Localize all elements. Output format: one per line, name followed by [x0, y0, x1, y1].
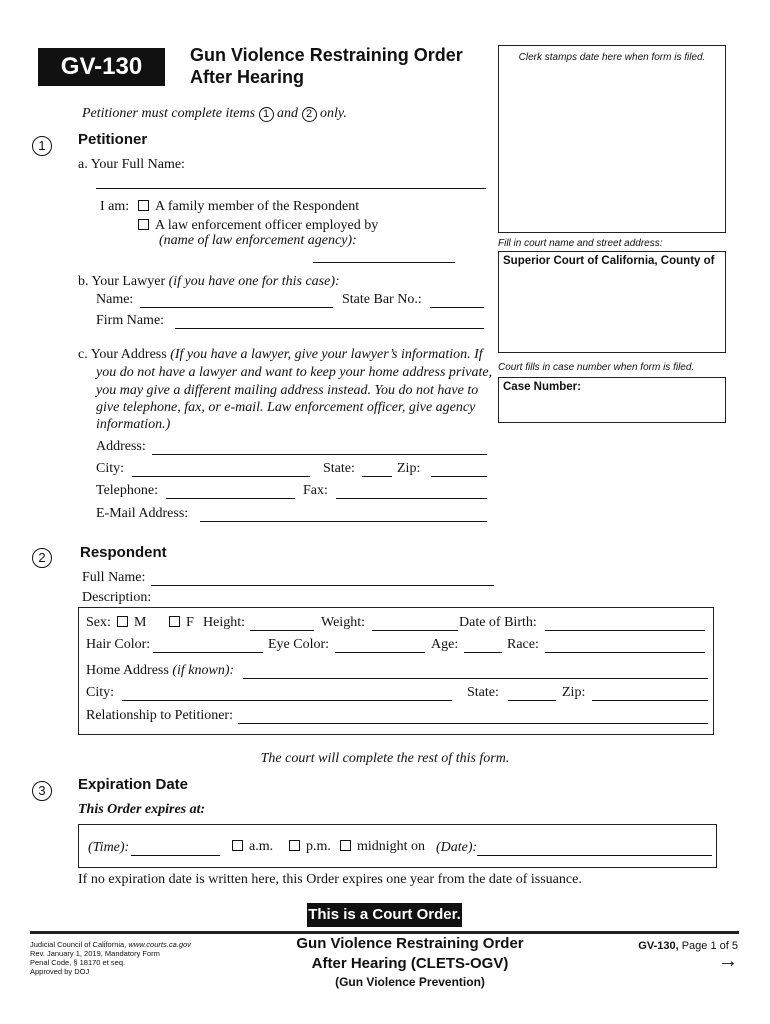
case-label: Court fills in case number when form is filed.: [498, 362, 695, 373]
home-text: Home Address: [86, 663, 169, 678]
page-number: Page 1 of 5: [681, 940, 738, 952]
court-order-banner: This is a Court Order.: [307, 903, 462, 927]
checkbox[interactable]: [169, 616, 180, 627]
footer-link[interactable]: www.courts.ca.gov: [128, 940, 191, 949]
resp-name-label: Full Name:: [82, 570, 146, 585]
lawyer-name-label: Name:: [96, 292, 134, 307]
address-label: [78, 347, 483, 363]
hair-label: Hair Color:: [86, 637, 151, 652]
checkbox[interactable]: [289, 840, 300, 851]
full-name-field[interactable]: [96, 188, 486, 189]
court-note: The court will complete the rest of this form.: [260, 751, 510, 766]
dob-field[interactable]: [545, 630, 705, 631]
zip-field[interactable]: [431, 476, 487, 477]
midnight-option[interactable]: [340, 839, 425, 855]
footer-meta: [30, 940, 191, 976]
race-field[interactable]: [545, 652, 705, 653]
resp-state-field[interactable]: [508, 700, 556, 701]
address-hint: you do not have a lawyer and want to keep your home address private,: [96, 365, 493, 380]
section-3-title: Expiration Date: [78, 776, 189, 793]
resp-state-label: State:: [467, 685, 499, 700]
date-label: (Date):: [436, 840, 478, 855]
city-field[interactable]: [132, 476, 310, 477]
date-field[interactable]: [477, 855, 712, 856]
checkbox[interactable]: [340, 840, 351, 851]
email-label: E-Mail Address:: [96, 506, 189, 521]
footer-form-id: GV-130,: [638, 940, 679, 952]
age-field[interactable]: [464, 652, 502, 653]
footer-rule: [30, 931, 739, 934]
next-page-arrow-icon[interactable]: →: [718, 950, 738, 972]
clerk-stamp-box: [498, 45, 726, 233]
item-1-marker: 1: [259, 107, 274, 122]
lawyer-label: [78, 274, 340, 290]
i-am-label: I am:: [100, 199, 130, 214]
section-1-title: Petitioner: [78, 131, 148, 148]
section-2-title: Respondent: [80, 544, 167, 561]
option-label: midnight on: [357, 839, 426, 854]
option-label: A family member of the Respondent: [155, 199, 360, 214]
state-bar-field[interactable]: [430, 307, 484, 308]
full-name-label: a. Your Full Name:: [78, 157, 185, 172]
firm-name-label: Firm Name:: [96, 313, 165, 328]
home-address-label: [86, 663, 234, 679]
checkbox[interactable]: [138, 200, 149, 211]
zip-label: Zip:: [397, 461, 421, 476]
sex-label: Sex:: [86, 615, 111, 630]
form-id-badge: GV-130: [38, 48, 165, 86]
telephone-label: Telephone:: [96, 483, 158, 498]
state-bar-label: State Bar No.:: [342, 292, 422, 307]
clerk-note: Clerk stamps date here when form is filed.: [518, 52, 706, 63]
relationship-label: Relationship to Petitioner:: [86, 708, 233, 723]
option-label: F: [186, 615, 194, 630]
expires-label: This Order expires at:: [78, 802, 206, 817]
footer-title-2: After Hearing (CLETS-OGV): [311, 955, 509, 972]
weight-field[interactable]: [372, 630, 458, 631]
instr-and: and: [277, 106, 299, 121]
hair-field[interactable]: [153, 652, 263, 653]
pm-option[interactable]: [289, 839, 331, 855]
agency-label: (name of law enforcement agency):: [159, 233, 357, 248]
street-label: Address:: [96, 439, 146, 454]
state-field[interactable]: [362, 476, 392, 477]
street-field[interactable]: [152, 454, 487, 455]
firm-name-field[interactable]: [175, 328, 484, 329]
section-3-marker: 3: [32, 781, 52, 801]
lawyer-text: b. Your Lawyer: [78, 274, 166, 289]
dob-label: Date of Birth:: [459, 615, 537, 630]
address-hint: you may give a different mailing address instead. You do not have to: [96, 383, 479, 398]
telephone-field[interactable]: [166, 498, 295, 499]
am-option[interactable]: [232, 839, 273, 855]
time-label: (Time):: [88, 840, 130, 855]
city-label: City:: [96, 461, 125, 476]
instructions: [82, 106, 347, 122]
resp-name-field[interactable]: [151, 585, 494, 586]
resp-city-label: City:: [86, 685, 115, 700]
state-label: State:: [323, 461, 355, 476]
section-2-marker: 2: [32, 548, 52, 568]
race-label: Race:: [507, 637, 539, 652]
weight-label: Weight:: [321, 615, 365, 630]
age-label: Age:: [431, 637, 459, 652]
case-number-label: Case Number:: [503, 381, 581, 393]
law-enforcement-option[interactable]: [138, 218, 378, 234]
agency-field[interactable]: [313, 262, 455, 263]
instr-post: only.: [320, 106, 347, 121]
checkbox[interactable]: [117, 616, 128, 627]
option-label: A law enforcement officer employed by: [155, 218, 379, 233]
address-hint: give telephone, fax, or e-mail. Law enforcement officer, give agency: [96, 400, 476, 415]
footer-approved: Approved by DOJ: [30, 967, 90, 976]
home-hint: (if known):: [172, 663, 235, 678]
expiration-note: If no expiration date is written here, this Order expires one year from the date of issuance.: [78, 872, 582, 887]
footer-rev: Rev. January 1, 2019, Mandatory Form: [30, 949, 160, 958]
item-2-marker: 2: [302, 107, 317, 122]
resp-city-field[interactable]: [122, 700, 452, 701]
form-title-2: After Hearing: [190, 67, 305, 87]
sex-f-option[interactable]: [169, 615, 194, 631]
family-member-option[interactable]: [138, 199, 359, 215]
eye-field[interactable]: [335, 652, 425, 653]
section-1-marker: 1: [32, 136, 52, 156]
fax-label: Fax:: [303, 483, 328, 498]
address-text: c. Your Address: [78, 347, 167, 362]
height-field[interactable]: [250, 630, 314, 631]
height-label: Height:: [203, 615, 245, 630]
footer-title-1: Gun Violence Restraining Order: [296, 935, 524, 952]
description-label: Description:: [82, 590, 152, 605]
relationship-field[interactable]: [238, 723, 708, 724]
home-address-field[interactable]: [243, 678, 708, 679]
address-hint: (If you have a lawyer, give your lawyer’s information. If: [170, 347, 483, 362]
option-label: p.m.: [306, 839, 331, 854]
case-number-box[interactable]: [498, 377, 726, 423]
address-hint: information.): [96, 417, 171, 432]
fax-field[interactable]: [336, 498, 487, 499]
lawyer-name-field[interactable]: [140, 307, 333, 308]
court-name: Superior Court of California, County of: [503, 255, 715, 267]
option-label: a.m.: [249, 839, 274, 854]
footer-title-3: (Gun Violence Prevention): [335, 975, 485, 989]
footer-code: Penal Code, § 18170 et seq.: [30, 958, 126, 967]
form-title-1: Gun Violence Restraining Order: [190, 45, 463, 65]
footer-council: Judicial Council of California,: [30, 940, 129, 949]
court-label: Fill in court name and street address:: [498, 238, 663, 249]
eye-label: Eye Color:: [268, 637, 330, 652]
email-field[interactable]: [200, 521, 487, 522]
lawyer-hint: (if you have one for this case):: [168, 274, 340, 289]
sex-m-option[interactable]: [117, 615, 146, 631]
resp-zip-field[interactable]: [592, 700, 708, 701]
checkbox[interactable]: [232, 840, 243, 851]
checkbox[interactable]: [138, 219, 149, 230]
resp-zip-label: Zip:: [562, 685, 586, 700]
instr-text: Petitioner must complete items: [82, 106, 256, 121]
court-name-box[interactable]: [498, 251, 726, 353]
option-label: M: [134, 615, 147, 630]
time-field[interactable]: [131, 855, 220, 856]
